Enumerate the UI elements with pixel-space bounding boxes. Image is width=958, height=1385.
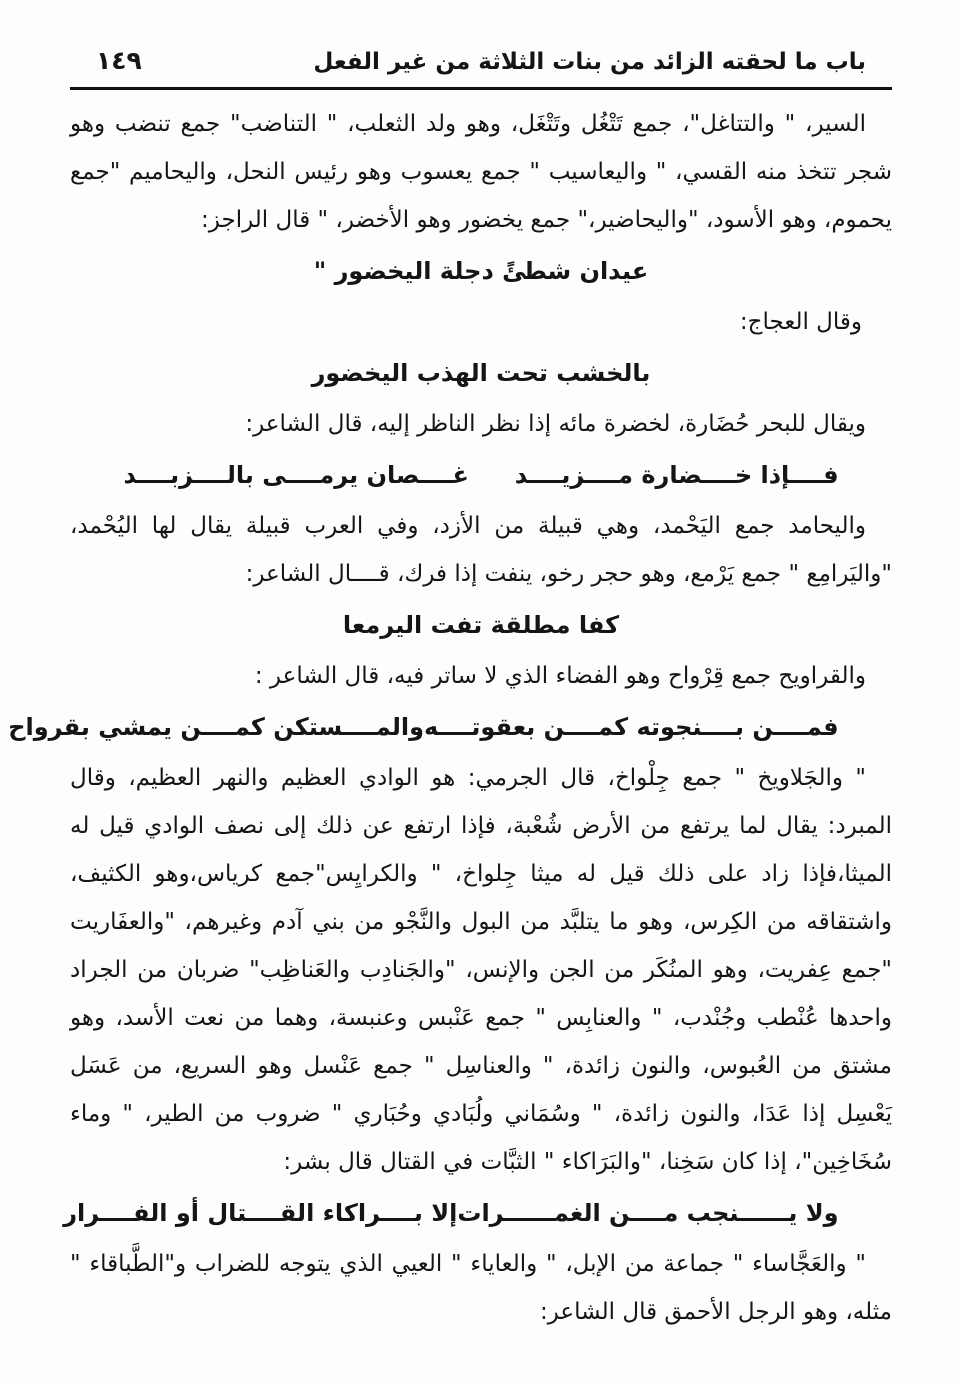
paragraph: ويقال للبحر حُضَارة، لخضرة مائه إذا نظر الناظر إليه، قال الشاعر: <box>245 411 866 437</box>
verse-hemistich-right: فمــــن بــــنجوته كمــــن بعقوتــــه <box>424 713 839 741</box>
paragraph: " والجَلاويخ " جمع جِلْواخ، قال الجرمي: هو الوادي العظيم والنهر العظيم، وقال المبرد: يقال لما يرتفع من الأرض شُعْبة، فإذا ارتفع عن ذلك إلى نصف الوادي قيل له الميثا،فإذا زاد على ذلك قيل له ميثا جِلواخ، " والكرايِس"جمع كرياس،وهو الكثيف، واشتقاقه من الكِرس، وهو ما يتلبَّد من البول والنَّجْو من بني آدم وغيرهم، "والعفَاريت "جمع عِفريت، وهو المنُكَر من الجن والإنس، "والجَنادِب والعَناظِب" ضربان من الجراد واحدها عُنْطب وجُنْدب، " والعنابِس " جمع عَنْبس وعنبسة، وهما من نعت الأسد، وهو مشتق من العُبوس، والنون زائدة، " والعناسِل " جمع عَنْسل وهو السريع، من عَسَل يَعْسِل إذا عَدَا، والنون زائدة، " وسُمَاني ولُبَادي وحُبَاري " ضروب من الطير، " وماء سُخَاخِين"، إذا كان سَخِنا، "والبَرَاكاء " الثبَّات في القتال قال بشر: <box>70 765 892 1175</box>
speaker-line: وقال العجاج: <box>739 309 862 335</box>
verse-couplet <box>123 451 838 499</box>
verse-hemistich-right: ولا يــــــنجب مــــن الغمــــــرات <box>457 1199 839 1227</box>
verse-hemistich-right: فــــإذا خــــضارة مــــزيــــد <box>514 461 839 489</box>
verse-hemistich-left: والمــــستكن كمــــن يمشي بقرواح <box>8 713 425 741</box>
verse-line: عيدان شطئً دجلة اليخضور " <box>313 257 649 285</box>
page-number: ١٤٩ <box>96 46 142 75</box>
chapter-title: باب ما لحقته الزائد من بنات الثلاثة من غير الفعل <box>313 49 866 75</box>
verse-couplet <box>63 1189 839 1237</box>
paragraph: والقراويح جمع قِرْواح وهو الفضاء الذي لا ساتر فيه، قال الشاعر : <box>254 663 866 689</box>
paragraph: السير، " والتتاغل"، جمع تَتْغُل وتَتْغَل، وهو ولد الثعلب، " التناضب" جمع تنضب وهو شجر تتخذ منه القسي، " واليعاسيب " جمع يعسوب وهو رئيس النحل، واليحاميم "جمع يحموم، وهو الأسود، "واليحاضير،" جمع يخضور وهو الأخضر، " قال الراجز: <box>70 111 892 233</box>
verse-couplet <box>8 703 839 751</box>
verse-hemistich-left: إلا بــــراكاء القــــتال أو الفــــرار <box>63 1199 458 1227</box>
page-body <box>8 100 892 1336</box>
paragraph: واليحامد جمع اليَحْمد، وهي قبيلة من الأزد، وفي العرب قبيلة يقال لها اليُحْمد، "واليَرامِع " جمع يَرْمع، وهو حجر رخو، ينفت إذا فرك، قــــال الشاعر: <box>70 513 892 587</box>
verse-line: بالخشب تحت الهذب اليخضور <box>311 359 651 387</box>
verse-hemistich-left: غــــصان يرمــــى بالــــزبــــد <box>123 461 469 489</box>
verse-line: كفا مطلقة تفت اليرمعا <box>342 611 620 639</box>
page-header <box>70 46 892 75</box>
paragraph: " والعَجَّاساء " جماعة من الإبل، " والعاياء " العيي الذي يتوجه للضراب و"الطَّباقاء " مثله، وهو الرجل الأحمق قال الشاعر: <box>70 1251 892 1325</box>
header-rule <box>70 87 892 90</box>
